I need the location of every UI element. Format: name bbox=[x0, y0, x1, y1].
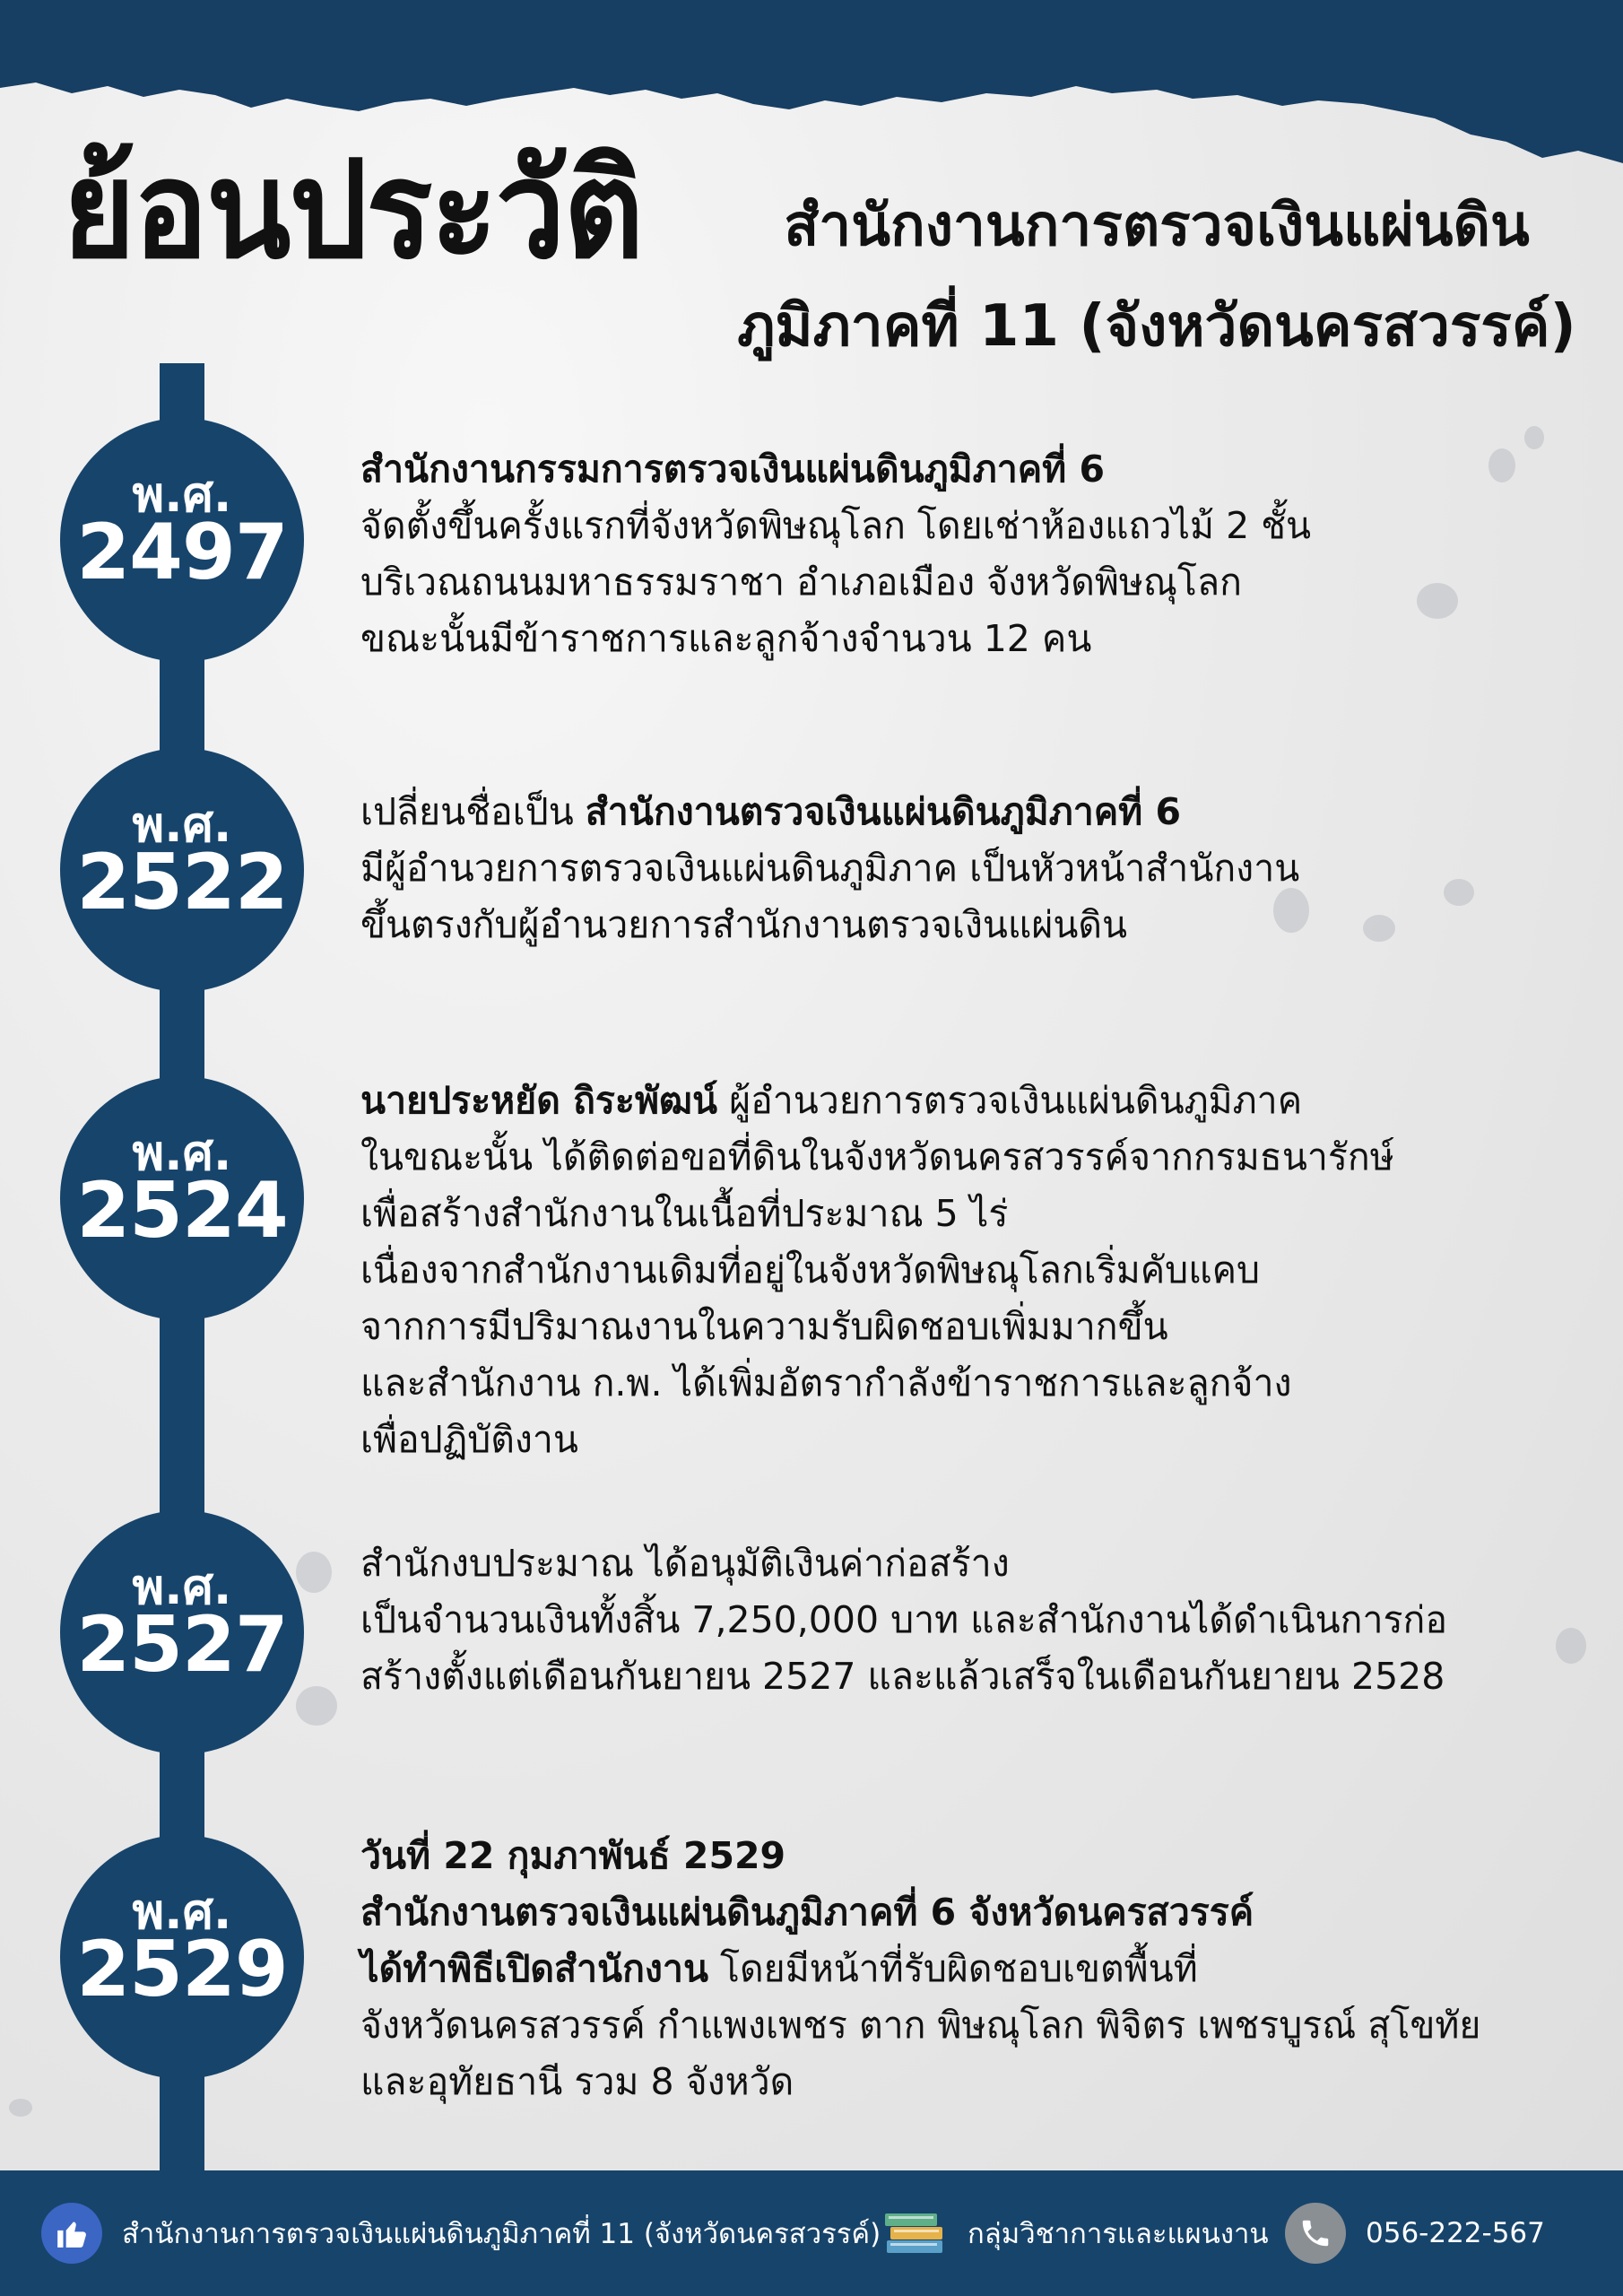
entry-line: บริเวณถนนมหาธรรมราชา อำเภอเมือง จังหวัดพิษณุโลก bbox=[360, 561, 1242, 604]
entry-line bbox=[360, 1941, 1598, 1997]
entry-heading: สำนักงานกรรมการตรวจเงินแผ่นดินภูมิภาคที่ 6 bbox=[360, 448, 1105, 491]
entry-line: สำนักงบประมาณ ได้อนุมัติเงินค่าก่อสร้าง bbox=[360, 1542, 1010, 1585]
timeline-entry-2524 bbox=[360, 1073, 1598, 1468]
entry-heading: สำนักงานตรวจเงินแผ่นดินภูมิภาคที่ 6 จังหวัดนครสวรรค์ bbox=[360, 1891, 1254, 1934]
entry-line: เป็นจำนวนเงินทั้งสิ้น 7,250,000 บาท และสำนักงานได้ดำเนินการก่อ bbox=[360, 1598, 1448, 1641]
thumbs-up-icon bbox=[41, 2203, 102, 2264]
entry-line: ขึ้นตรงกับผู้อำนวยการสำนักงานตรวจเงินแผ่นดิน bbox=[360, 903, 1128, 946]
paint-splatter bbox=[296, 1686, 337, 1726]
year-badge-2529 bbox=[60, 1835, 304, 2079]
era-label: พ.ศ. bbox=[132, 1125, 232, 1181]
year-badge-2527 bbox=[60, 1510, 304, 1754]
entry-bold-text: นายประหยัด ถิระพัฒน์ bbox=[360, 1079, 718, 1122]
year-label: 2524 bbox=[76, 1166, 288, 1256]
footer-phone-label: 056-222-567 bbox=[1366, 2217, 1545, 2249]
entry-line bbox=[360, 784, 1598, 840]
footer-facebook-label: สำนักงานการตรวจเงินแผ่นดินภูมิภาคที่ 11 (จังหวัดนครสวรรค์) bbox=[122, 2218, 881, 2250]
year-badge-2524 bbox=[60, 1076, 304, 1320]
entry-line bbox=[360, 1073, 1598, 1129]
entry-line: จัดตั้งขึ้นครั้งแรกที่จังหวัดพิษณุโลก โดยเช่าห้องแถวไม้ 2 ชั้น bbox=[360, 504, 1312, 547]
entry-line: จากการมีปริมาณงานในความรับผิดชอบเพิ่มมากขึ้น bbox=[360, 1305, 1168, 1348]
era-label: พ.ศ. bbox=[132, 1559, 232, 1615]
entry-line: เพื่อสร้างสำนักงานในเนื้อที่ประมาณ 5 ไร่ bbox=[360, 1192, 1009, 1235]
entry-text: ผู้อำนวยการตรวจเงินแผ่นดินภูมิภาค bbox=[717, 1079, 1303, 1122]
entry-text: เปลี่ยนชื่อเป็น bbox=[360, 790, 586, 833]
timeline-entry-2497 bbox=[360, 441, 1598, 667]
entry-bold-text: ได้ทำพิธีเปิดสำนักงาน bbox=[360, 1947, 708, 1990]
footer-group-label: กลุ่มวิชาการและแผนงาน bbox=[968, 2218, 1269, 2250]
entry-bold-text: สำนักงานตรวจเงินแผ่นดินภูมิภาคที่ 6 bbox=[585, 790, 1181, 833]
entry-line: และอุทัยธานี รวม 8 จังหวัด bbox=[360, 2060, 794, 2103]
page-subtitle-line1: สำนักงานการตรวจเงินแผ่นดิน bbox=[784, 193, 1530, 259]
phone-icon bbox=[1285, 2203, 1346, 2264]
entry-line: สร้างตั้งแต่เดือนกันยายน 2527 และแล้วเสร็จในเดือนกันยายน 2528 bbox=[360, 1655, 1445, 1698]
entry-heading: วันที่ 22 กุมภาพันธ์ 2529 bbox=[360, 1834, 786, 1877]
year-label: 2522 bbox=[76, 838, 288, 927]
entry-line: จังหวัดนครสวรรค์ กำแพงเพชร ตาก พิษณุโลก พิจิตร เพชรบูรณ์ สุโขทัย bbox=[360, 2004, 1481, 2047]
entry-line: เพื่อปฏิบัติงาน bbox=[360, 1418, 578, 1461]
footer-group bbox=[883, 2170, 1269, 2296]
entry-line: เนื่องจากสำนักงานเดิมที่อยู่ในจังหวัดพิษณุโลกเริ่มคับแคบ bbox=[360, 1248, 1261, 1292]
era-label: พ.ศ. bbox=[132, 1883, 232, 1940]
year-badge-2522 bbox=[60, 748, 304, 992]
era-label: พ.ศ. bbox=[132, 466, 232, 523]
entry-text: โดยมีหน้าที่รับผิดชอบเขตพื้นที่ bbox=[707, 1947, 1198, 1990]
entry-line: ขณะนั้นมีข้าราชการและลูกจ้างจำนวน 12 คน bbox=[360, 617, 1092, 660]
footer-bar bbox=[0, 2170, 1623, 2296]
entry-line: ในขณะนั้น ได้ติดต่อขอที่ดินในจังหวัดนครสวรรค์จากกรมธนารักษ์ bbox=[360, 1135, 1394, 1178]
year-label: 2527 bbox=[76, 1600, 288, 1690]
footer-phone[interactable] bbox=[1285, 2170, 1545, 2296]
paint-splatter bbox=[9, 2099, 32, 2117]
timeline-entry-2522 bbox=[360, 784, 1598, 953]
timeline-entry-2527 bbox=[360, 1535, 1598, 1705]
page-subtitle-line2: ภูมิภาคที่ 11 (จังหวัดนครสวรรค์) bbox=[737, 293, 1576, 360]
books-icon bbox=[883, 2203, 948, 2264]
entry-line: มีผู้อำนวยการตรวจเงินแผ่นดินภูมิภาค เป็นหัวหน้าสำนักงาน bbox=[360, 847, 1300, 890]
page-title: ย้อนประวัติ bbox=[63, 133, 643, 289]
era-label: พ.ศ. bbox=[132, 796, 232, 853]
year-badge-2497 bbox=[60, 418, 304, 662]
year-label: 2529 bbox=[76, 1925, 288, 2014]
year-label: 2497 bbox=[76, 508, 288, 597]
entry-line: และสำนักงาน ก.พ. ได้เพิ่มอัตรากำลังข้าราชการและลูกจ้าง bbox=[360, 1361, 1292, 1405]
timeline-entry-2529 bbox=[360, 1828, 1598, 2110]
footer-facebook[interactable] bbox=[41, 2170, 881, 2296]
